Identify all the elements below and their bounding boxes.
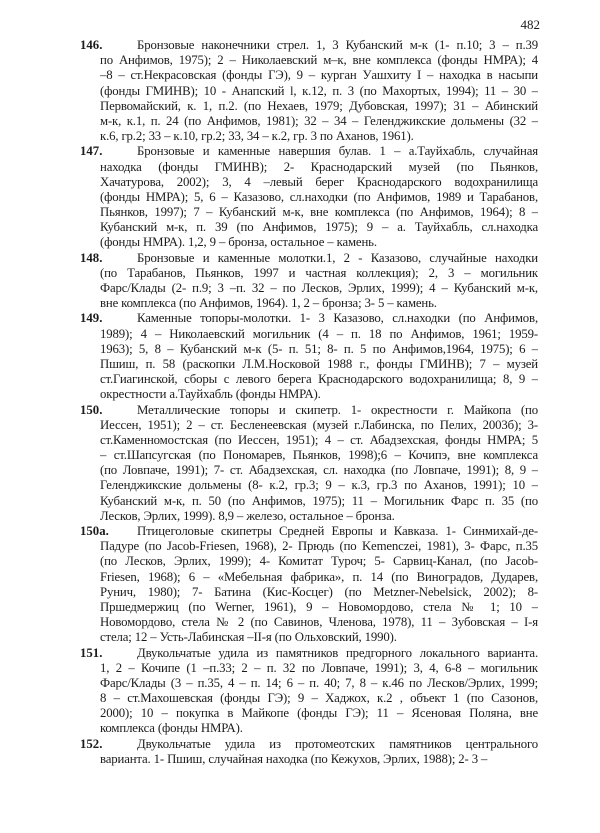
entry-text-line: Хачатурова, 2002); 3, 4 –левый берег Краснодарского водохранилища (100, 174, 538, 189)
catalog-entries (0, 38, 600, 767)
entry-text-line: 1, 2 – Кочипе (1 –п.33; 2 – п. 32 по Ловпаче, 1991); 3, 4, 6-8 – могильник (100, 660, 538, 675)
entry-text-line: комплекса (фонды НМРА). (100, 721, 243, 736)
entry-text-line: 2000); 10 – покупка в Майкопе (фонды ГЭ); 11 – Ясеновая Поляна, вне (100, 706, 538, 721)
entry-text-line: находка (фонды ГМИНВ); 2- Краснодарский музей (по Пьянков, (100, 159, 538, 174)
entry-text-line: Кубанский м-к, п. 50 (по Анфимов, 1975); 11 – Могильник Фарс п. 35 (по (100, 493, 538, 508)
entry-text-line: Первомайский, к. 1, п.2. (по Нехаев, 1979; Дубовская, 1997); 31 – Абинский (100, 98, 538, 113)
entry-text-line: Двукольчатые удила из протомеотских памятников центрального (137, 736, 538, 751)
entry-text-line: по Анфимов, 1975); 2 – Николаевский м–к, вне комплекса (фонды НМРА); 4 (100, 53, 538, 68)
entry-text-line: Двукольчатые удила из памятников предгорного локального варианта. (137, 645, 538, 660)
entry-text-line: –8 – ст.Некрасовская (фонды ГЭ), 9 – курган Уашхиту I – находка в насыпи (100, 68, 538, 83)
entry-number: 151. (80, 645, 103, 660)
entry-number: 148. (80, 250, 103, 265)
entry-text-line: (фонды НМРА). 1,2, 9 – бронза, остальное – камень. (100, 235, 377, 250)
entry-text-line: Лесков, Эрлих, 1999). 8,9 – железо, остальное – бронза. (100, 508, 395, 523)
entry-text-line: 1963); 5, 8 – Кубанский м-к (5- п. 51; 8- п. 5 по Анфимов,1964, 1975); 6 – (100, 341, 538, 356)
entry-text-line: (фонды НМРА); 5, 6 – Казазово, сл.находки (по Анфимов, 1989 и Тарабанов, (100, 189, 538, 204)
entry-text-line: варианта. 1- Пшиш, случайная находка (по Кежухов, Эрлих, 1988); 2- 3 – (100, 751, 488, 766)
entry-text-line: к.6, гр.2; 33 – к.10, гр.2; 33, 34 – к.2, гр. 3 по Аханов, 1961). (100, 129, 414, 144)
entry-text-line: Фарс/Клады (2- п.9; 3 –п. 32 – по Лесков, Эрлих, 1999); 4 – Кубанский м-к, (100, 281, 538, 295)
entry-text-line: вне комплекса (по Анфимов, 1964). 1, 2 – бронза; 3- 5 – камень. (100, 296, 437, 311)
catalog-entry (0, 524, 600, 646)
entry-text-line: Каменные топоры-молотки. 1- 3 Казазово, сл.находки (по Анфимов, (137, 311, 538, 326)
entry-text-line: Пршедмержиц (по Werner, 1961), 9 – Новомордово, стела № 1; 10 – (100, 599, 538, 614)
entry-text-line: (по Ловпаче, 1991); 7- ст. Абадзехская, сл. находка (по Ловпаче, 1991); 8, 9 – (100, 463, 538, 478)
entry-number: 152. (80, 736, 103, 751)
entry-text-line: (фонды ГМИНВ); 10 - Анапский l, к.12, п. 3 (по Махортых, 1994); 11 – 30 – (100, 83, 538, 98)
entry-text-line: Friesen, 1968); 6 – «Мебельная фабрика», п. 14 (по Виноградов, Дударев, (100, 569, 538, 584)
catalog-entry (0, 38, 600, 144)
catalog-entry (0, 403, 600, 525)
entry-text-line: Бронзовые и каменные навершия булав. 1 – а.Тауйхабль, случайная (137, 144, 538, 159)
catalog-entry (0, 144, 600, 250)
entry-text-line: окрестности а.Тауйхабль (фонды НМРА). (100, 387, 321, 402)
page-number: 482 (520, 17, 540, 32)
entry-text-line: Металлические топоры и скипетр. 1- окрестности г. Майкопа (по (137, 402, 538, 417)
entry-text-line: (по Лесков, Эрлих, 1999); 4- Комитат Туроч; 5- Сарвиц-Канал, (по Jacob- (100, 554, 538, 569)
entry-text-line: Иессен, 1951); 2 – ст. Бесленеевская (музей г.Лабинска, по Пелих, 2003б); 3- (100, 417, 538, 432)
entry-text-line: ст.Гиагинской, сборы с левого берега Краснодарского водохранилища; 8, 9 – (100, 372, 538, 387)
entry-text-line: (по Тарабанов, Пьянков, 1997 и частная коллекция); 2, 3 – могильник (100, 265, 538, 280)
catalog-entry (0, 311, 600, 402)
catalog-entry (0, 737, 600, 767)
entry-text-line: Новомордово, стела № 2 (по Савинов, Членова, 1978), 11 – Зубовская – I-я (100, 615, 538, 630)
entry-text-line: Бронзовые наконечники стрел. 1, 3 Кубанский м-к (1- п.10; 3 – п.39 (137, 38, 538, 52)
entry-text-line: 8 – ст.Махошевская (фонды ГЭ); 9 – Хаджох, к.2 , объект 1 (по Сазонов, (100, 691, 538, 706)
catalog-entry (0, 251, 600, 312)
entry-number: 147. (80, 144, 103, 159)
entry-text-line: Бронзовые и каменные молотки.1, 2 - Казазово, случайные находки (137, 250, 538, 265)
entry-text-line: ст.Каменномостская (по Иессен, 1951); 4 – ст. Абадзехская, фонды НМРА; 5 (100, 432, 538, 447)
entry-text-line: – ст.Шапсугская (по Пономарев, Пьянков, 1998);6 – Кочипэ, вне комплекса (100, 448, 538, 463)
entry-text-line: Фарс/Клады (3 – п.35, 4 – п. 14; 6 – п. 40; 7, 8 – к.46 по Лесков/Эрлих, 1999; (100, 675, 538, 690)
entry-text-line: Рунич, 1980); 7- Батина (Кис-Косцег) (по Metzner-Nebelsick, 2002); 8- (100, 584, 538, 599)
entry-text-line: 1989); 4 – Николаевский могильник (4 – п. 18 по Анфимов, 1961; 1959- (100, 326, 538, 341)
entry-text-line: Птицеголовые скипетры Средней Европы и Кавказа. 1- Синмихай-де- (137, 524, 538, 538)
entry-text-line: Пшиш, п. 58 (раскопки Л.М.Носковой 1988 г., фонды ГМИНВ); 7 – музей (100, 356, 538, 371)
entry-text-line: Кубанский м-к, п. 39 (по Анфимов, 1975); 9 – а. Тауйхабль, сл.находка (100, 220, 538, 235)
catalog-entry (0, 646, 600, 737)
entry-text-line: стела; 12 – Усть-Лабинская –II-я (по Ольховский, 1990). (100, 630, 397, 645)
entry-number: 146. (80, 38, 103, 52)
entry-number: 150а. (80, 524, 109, 538)
entry-text-line: Пьянков, 1997); 7 – Кубанский м-к, вне комплекса (по Анфимов, 1964); 8 – (100, 205, 538, 220)
entry-text-line: м-к, к.1, п. 24 (по Анфимов, 1981); 32 – 34 – Геленджикские дольмены (32 – (100, 113, 538, 128)
entry-text-line: Падуре (по Jacob-Friesen, 1968), 2- Прюдь (по Kemenczei, 1981), 3- Фарс, п.35 (100, 539, 538, 554)
entry-number: 149. (80, 311, 103, 326)
entry-number: 150. (80, 402, 103, 417)
entry-text-line: Геленджикские дольмены (8- к.2, гр.3; 9 – к.3, гр.3 по Аханов, 1991); 10 – (100, 478, 538, 493)
